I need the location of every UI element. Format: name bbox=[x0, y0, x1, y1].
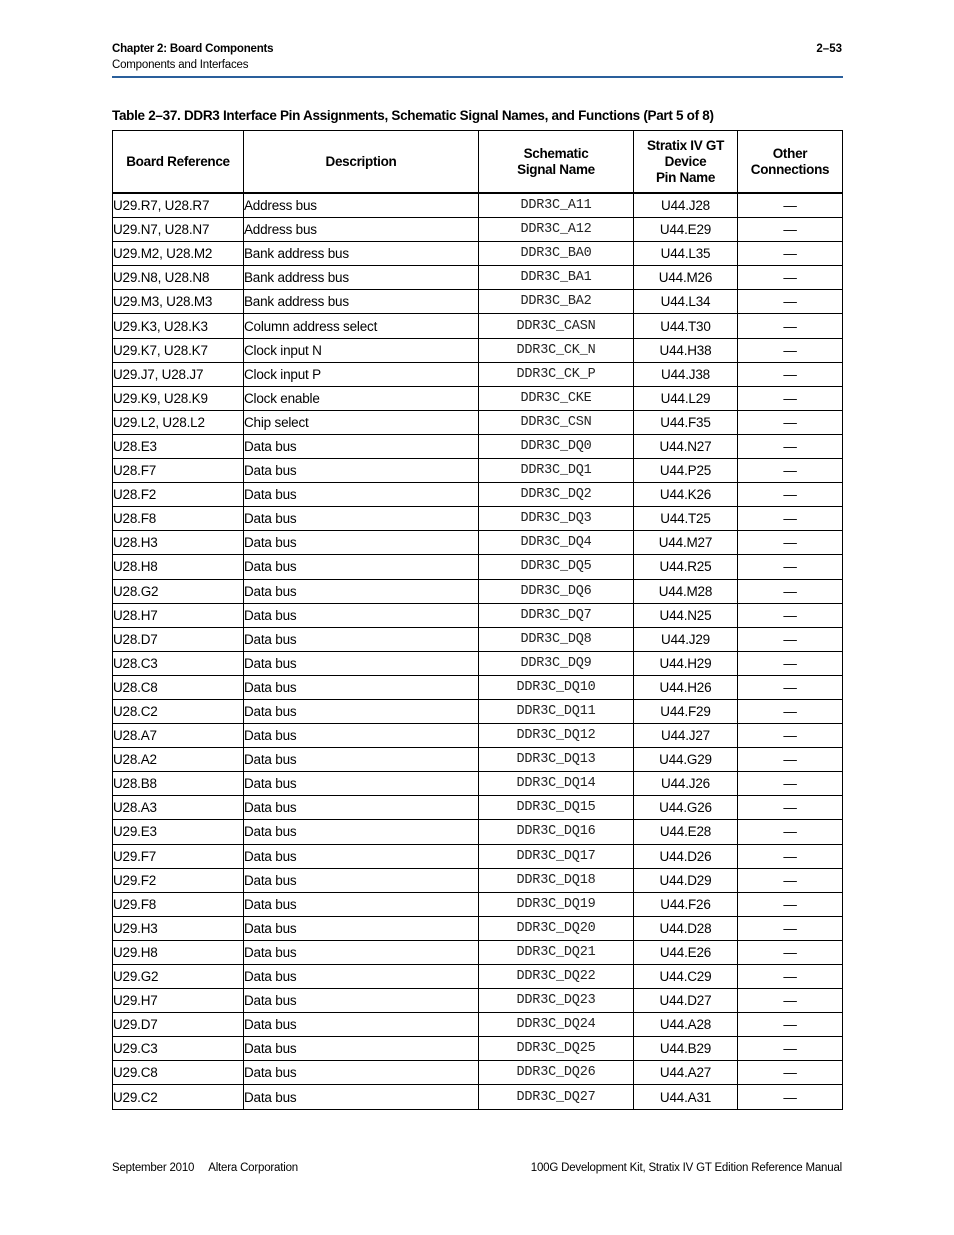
board-reference-cell: U28.A7 bbox=[113, 724, 244, 748]
other-connections-cell: — bbox=[738, 868, 843, 892]
device-pin-cell: U44.J29 bbox=[634, 627, 738, 651]
device-pin-cell: U44.L35 bbox=[634, 242, 738, 266]
board-reference-cell: U28.A2 bbox=[113, 748, 244, 772]
description-cell: Clock input P bbox=[244, 362, 479, 386]
table-row bbox=[113, 699, 843, 723]
other-connections-cell: — bbox=[738, 386, 843, 410]
device-pin-cell: U44.M28 bbox=[634, 579, 738, 603]
other-connections-cell: — bbox=[738, 772, 843, 796]
other-connections-cell: — bbox=[738, 892, 843, 916]
signal-name-cell: DDR3C_CASN bbox=[479, 314, 634, 338]
other-connections-cell: — bbox=[738, 796, 843, 820]
other-connections-cell: — bbox=[738, 555, 843, 579]
signal-name-cell: DDR3C_BA2 bbox=[479, 290, 634, 314]
board-reference-cell: U29.H8 bbox=[113, 940, 244, 964]
device-pin-cell: U44.H38 bbox=[634, 338, 738, 362]
board-reference-cell: U29.G2 bbox=[113, 965, 244, 989]
table-row bbox=[113, 1085, 843, 1109]
device-pin-cell: U44.N27 bbox=[634, 434, 738, 458]
device-pin-cell: U44.F29 bbox=[634, 699, 738, 723]
table-row bbox=[113, 796, 843, 820]
board-reference-cell: U28.F7 bbox=[113, 459, 244, 483]
signal-name-cell: DDR3C_DQ12 bbox=[479, 724, 634, 748]
other-connections-cell: — bbox=[738, 1013, 843, 1037]
other-connections-cell: — bbox=[738, 507, 843, 531]
other-connections-cell: — bbox=[738, 362, 843, 386]
table-row bbox=[113, 916, 843, 940]
signal-name-cell: DDR3C_DQ5 bbox=[479, 555, 634, 579]
device-pin-cell: U44.L34 bbox=[634, 290, 738, 314]
signal-name-cell: DDR3C_DQ25 bbox=[479, 1037, 634, 1061]
signal-name-cell: DDR3C_DQ1 bbox=[479, 459, 634, 483]
other-connections-cell: — bbox=[738, 459, 843, 483]
description-cell: Data bus bbox=[244, 965, 479, 989]
signal-name-cell: DDR3C_DQ4 bbox=[479, 531, 634, 555]
table-row bbox=[113, 459, 843, 483]
table-row bbox=[113, 362, 843, 386]
description-cell: Data bus bbox=[244, 1037, 479, 1061]
other-connections-cell: — bbox=[738, 965, 843, 989]
other-connections-cell: — bbox=[738, 266, 843, 290]
device-pin-cell: U44.T30 bbox=[634, 314, 738, 338]
column-header-line: Board Reference bbox=[126, 153, 230, 169]
description-cell: Data bus bbox=[244, 844, 479, 868]
signal-name-cell: DDR3C_DQ22 bbox=[479, 965, 634, 989]
description-cell: Data bus bbox=[244, 627, 479, 651]
signal-name-cell: DDR3C_DQ26 bbox=[479, 1061, 634, 1085]
other-connections-cell: — bbox=[738, 1085, 843, 1109]
table-row bbox=[113, 555, 843, 579]
column-header-line: Connections bbox=[750, 161, 830, 177]
other-connections-cell: — bbox=[738, 193, 843, 218]
other-connections-cell: — bbox=[738, 916, 843, 940]
table-row bbox=[113, 940, 843, 964]
other-connections-cell: — bbox=[738, 579, 843, 603]
description-cell: Data bus bbox=[244, 868, 479, 892]
table-row bbox=[113, 410, 843, 434]
table-row bbox=[113, 675, 843, 699]
device-pin-cell: U44.M26 bbox=[634, 266, 738, 290]
signal-name-cell: DDR3C_BA0 bbox=[479, 242, 634, 266]
device-pin-cell: U44.F35 bbox=[634, 410, 738, 434]
signal-name-cell: DDR3C_DQ24 bbox=[479, 1013, 634, 1037]
table-row bbox=[113, 218, 843, 242]
board-reference-cell: U28.A3 bbox=[113, 796, 244, 820]
board-reference-cell: U28.H8 bbox=[113, 555, 244, 579]
device-pin-cell: U44.N25 bbox=[634, 603, 738, 627]
other-connections-cell: — bbox=[738, 410, 843, 434]
device-pin-cell: U44.B29 bbox=[634, 1037, 738, 1061]
board-reference-cell: U29.L2, U28.L2 bbox=[113, 410, 244, 434]
signal-name-cell: DDR3C_DQ13 bbox=[479, 748, 634, 772]
device-pin-cell: U44.D29 bbox=[634, 868, 738, 892]
table-row bbox=[113, 507, 843, 531]
table-row bbox=[113, 386, 843, 410]
description-cell: Address bus bbox=[244, 193, 479, 218]
board-reference-cell: U29.C3 bbox=[113, 1037, 244, 1061]
signal-name-cell: DDR3C_DQ19 bbox=[479, 892, 634, 916]
board-reference-cell: U29.C8 bbox=[113, 1061, 244, 1085]
description-cell: Data bus bbox=[244, 579, 479, 603]
board-reference-cell: U28.H3 bbox=[113, 531, 244, 555]
signal-name-cell: DDR3C_DQ2 bbox=[479, 483, 634, 507]
column-header-line: Other bbox=[772, 145, 808, 161]
device-pin-cell: U44.P25 bbox=[634, 459, 738, 483]
signal-name-cell: DDR3C_DQ20 bbox=[479, 916, 634, 940]
table-row bbox=[113, 193, 843, 218]
description-cell: Data bus bbox=[244, 483, 479, 507]
board-reference-cell: U28.G2 bbox=[113, 579, 244, 603]
device-pin-cell: U44.J27 bbox=[634, 724, 738, 748]
board-reference-cell: U29.H7 bbox=[113, 989, 244, 1013]
signal-name-cell: DDR3C_DQ6 bbox=[479, 579, 634, 603]
board-reference-cell: U29.D7 bbox=[113, 1013, 244, 1037]
device-pin-cell: U44.J28 bbox=[634, 193, 738, 218]
other-connections-cell: — bbox=[738, 314, 843, 338]
table-row bbox=[113, 531, 843, 555]
board-reference-cell: U29.M3, U28.M3 bbox=[113, 290, 244, 314]
page-number: 2–53 bbox=[816, 43, 842, 55]
table-row bbox=[113, 724, 843, 748]
column-header-description bbox=[244, 131, 479, 194]
table-row bbox=[113, 579, 843, 603]
column-header-line: Schematic bbox=[523, 145, 589, 161]
board-reference-cell: U28.F8 bbox=[113, 507, 244, 531]
footer-manual-title: 100G Development Kit, Stratix IV GT Edition Reference Manual bbox=[530, 1162, 842, 1174]
description-cell: Data bus bbox=[244, 555, 479, 579]
board-reference-cell: U29.F7 bbox=[113, 844, 244, 868]
other-connections-cell: — bbox=[738, 242, 843, 266]
table-row bbox=[113, 1061, 843, 1085]
description-cell: Data bus bbox=[244, 507, 479, 531]
device-pin-cell: U44.K26 bbox=[634, 483, 738, 507]
table-row bbox=[113, 820, 843, 844]
column-header-line: Description bbox=[325, 153, 397, 169]
footer-date: September 2010 bbox=[112, 1162, 195, 1174]
signal-name-cell: DDR3C_DQ27 bbox=[479, 1085, 634, 1109]
other-connections-cell: — bbox=[738, 218, 843, 242]
description-cell: Data bus bbox=[244, 531, 479, 555]
description-cell: Data bus bbox=[244, 748, 479, 772]
other-connections-cell: — bbox=[738, 1037, 843, 1061]
board-reference-cell: U29.J7, U28.J7 bbox=[113, 362, 244, 386]
signal-name-cell: DDR3C_DQ11 bbox=[479, 699, 634, 723]
description-cell: Data bus bbox=[244, 772, 479, 796]
description-cell: Data bus bbox=[244, 434, 479, 458]
table-row bbox=[113, 892, 843, 916]
device-pin-cell: U44.A27 bbox=[634, 1061, 738, 1085]
signal-name-cell: DDR3C_DQ9 bbox=[479, 651, 634, 675]
signal-name-cell: DDR3C_A11 bbox=[479, 193, 634, 218]
description-cell: Data bus bbox=[244, 940, 479, 964]
device-pin-cell: U44.G29 bbox=[634, 748, 738, 772]
description-cell: Data bus bbox=[244, 651, 479, 675]
description-cell: Bank address bus bbox=[244, 266, 479, 290]
other-connections-cell: — bbox=[738, 290, 843, 314]
description-cell: Data bus bbox=[244, 459, 479, 483]
table-caption: Table 2–37. DDR3 Interface Pin Assignments, Schematic Signal Names, and Functions (Part 5 of 8) bbox=[112, 108, 714, 123]
table-row bbox=[113, 1037, 843, 1061]
header-divider bbox=[112, 76, 843, 78]
description-cell: Data bus bbox=[244, 916, 479, 940]
device-pin-cell: U44.H29 bbox=[634, 651, 738, 675]
signal-name-cell: DDR3C_DQ14 bbox=[479, 772, 634, 796]
table-row bbox=[113, 434, 843, 458]
board-reference-cell: U29.C2 bbox=[113, 1085, 244, 1109]
signal-name-cell: DDR3C_A12 bbox=[479, 218, 634, 242]
table-row bbox=[113, 772, 843, 796]
signal-name-cell: DDR3C_DQ3 bbox=[479, 507, 634, 531]
description-cell: Clock enable bbox=[244, 386, 479, 410]
chapter-heading: Chapter 2: Board Components bbox=[112, 43, 274, 55]
other-connections-cell: — bbox=[738, 531, 843, 555]
device-pin-cell: U44.J38 bbox=[634, 362, 738, 386]
device-pin-cell: U44.H26 bbox=[634, 675, 738, 699]
description-cell: Data bus bbox=[244, 1013, 479, 1037]
device-pin-cell: U44.M27 bbox=[634, 531, 738, 555]
board-reference-cell: U28.C3 bbox=[113, 651, 244, 675]
description-cell: Data bus bbox=[244, 1061, 479, 1085]
column-header-device-pin-name bbox=[634, 131, 738, 194]
device-pin-cell: U44.C29 bbox=[634, 965, 738, 989]
description-cell: Bank address bus bbox=[244, 290, 479, 314]
table-row bbox=[113, 266, 843, 290]
board-reference-cell: U29.M2, U28.M2 bbox=[113, 242, 244, 266]
board-reference-cell: U29.K3, U28.K3 bbox=[113, 314, 244, 338]
pin-assignment-table bbox=[112, 130, 843, 1110]
other-connections-cell: — bbox=[738, 627, 843, 651]
board-reference-cell: U29.F8 bbox=[113, 892, 244, 916]
table-row bbox=[113, 651, 843, 675]
signal-name-cell: DDR3C_CKE bbox=[479, 386, 634, 410]
board-reference-cell: U28.H7 bbox=[113, 603, 244, 627]
signal-name-cell: DDR3C_CK_P bbox=[479, 362, 634, 386]
description-cell: Data bus bbox=[244, 603, 479, 627]
column-header-other-connections bbox=[738, 131, 843, 194]
board-reference-cell: U29.R7, U28.R7 bbox=[113, 193, 244, 218]
board-reference-cell: U29.N8, U28.N8 bbox=[113, 266, 244, 290]
board-reference-cell: U28.C2 bbox=[113, 699, 244, 723]
footer-company: Altera Corporation bbox=[208, 1162, 298, 1174]
device-pin-cell: U44.D28 bbox=[634, 916, 738, 940]
device-pin-cell: U44.D26 bbox=[634, 844, 738, 868]
table-row bbox=[113, 1013, 843, 1037]
table-row bbox=[113, 603, 843, 627]
section-heading: Components and Interfaces bbox=[112, 59, 249, 71]
footer-left bbox=[112, 1162, 298, 1174]
table-row bbox=[113, 483, 843, 507]
signal-name-cell: DDR3C_CK_N bbox=[479, 338, 634, 362]
board-reference-cell: U28.D7 bbox=[113, 627, 244, 651]
device-pin-cell: U44.F26 bbox=[634, 892, 738, 916]
description-cell: Clock input N bbox=[244, 338, 479, 362]
device-pin-cell: U44.E26 bbox=[634, 940, 738, 964]
other-connections-cell: — bbox=[738, 338, 843, 362]
device-pin-cell: U44.R25 bbox=[634, 555, 738, 579]
other-connections-cell: — bbox=[738, 724, 843, 748]
signal-name-cell: DDR3C_DQ16 bbox=[479, 820, 634, 844]
other-connections-cell: — bbox=[738, 844, 843, 868]
column-header-line: Device bbox=[664, 153, 707, 169]
description-cell: Column address select bbox=[244, 314, 479, 338]
table-row bbox=[113, 844, 843, 868]
table-row bbox=[113, 242, 843, 266]
column-header-line: Stratix IV GT bbox=[646, 137, 725, 153]
board-reference-cell: U29.E3 bbox=[113, 820, 244, 844]
description-cell: Data bus bbox=[244, 989, 479, 1013]
description-cell: Data bus bbox=[244, 796, 479, 820]
other-connections-cell: — bbox=[738, 820, 843, 844]
other-connections-cell: — bbox=[738, 699, 843, 723]
table-row bbox=[113, 290, 843, 314]
board-reference-cell: U29.F2 bbox=[113, 868, 244, 892]
device-pin-cell: U44.J26 bbox=[634, 772, 738, 796]
device-pin-cell: U44.G26 bbox=[634, 796, 738, 820]
signal-name-cell: DDR3C_BA1 bbox=[479, 266, 634, 290]
device-pin-cell: U44.A28 bbox=[634, 1013, 738, 1037]
board-reference-cell: U29.K9, U28.K9 bbox=[113, 386, 244, 410]
description-cell: Data bus bbox=[244, 820, 479, 844]
signal-name-cell: DDR3C_DQ17 bbox=[479, 844, 634, 868]
signal-name-cell: DDR3C_DQ0 bbox=[479, 434, 634, 458]
signal-name-cell: DDR3C_DQ18 bbox=[479, 868, 634, 892]
device-pin-cell: U44.T25 bbox=[634, 507, 738, 531]
other-connections-cell: — bbox=[738, 603, 843, 627]
column-header-signal-name bbox=[479, 131, 634, 194]
signal-name-cell: DDR3C_DQ15 bbox=[479, 796, 634, 820]
table-row bbox=[113, 627, 843, 651]
signal-name-cell: DDR3C_DQ21 bbox=[479, 940, 634, 964]
description-cell: Chip select bbox=[244, 410, 479, 434]
table-row bbox=[113, 748, 843, 772]
other-connections-cell: — bbox=[738, 675, 843, 699]
board-reference-cell: U29.K7, U28.K7 bbox=[113, 338, 244, 362]
device-pin-cell: U44.E29 bbox=[634, 218, 738, 242]
board-reference-cell: U28.B8 bbox=[113, 772, 244, 796]
other-connections-cell: — bbox=[738, 748, 843, 772]
signal-name-cell: DDR3C_DQ23 bbox=[479, 989, 634, 1013]
description-cell: Data bus bbox=[244, 1085, 479, 1109]
signal-name-cell: DDR3C_CSN bbox=[479, 410, 634, 434]
signal-name-cell: DDR3C_DQ8 bbox=[479, 627, 634, 651]
signal-name-cell: DDR3C_DQ7 bbox=[479, 603, 634, 627]
description-cell: Address bus bbox=[244, 218, 479, 242]
board-reference-cell: U29.H3 bbox=[113, 916, 244, 940]
device-pin-cell: U44.D27 bbox=[634, 989, 738, 1013]
board-reference-cell: U28.F2 bbox=[113, 483, 244, 507]
other-connections-cell: — bbox=[738, 651, 843, 675]
device-pin-cell: U44.L29 bbox=[634, 386, 738, 410]
signal-name-cell: DDR3C_DQ10 bbox=[479, 675, 634, 699]
description-cell: Data bus bbox=[244, 724, 479, 748]
table-row bbox=[113, 338, 843, 362]
table-row bbox=[113, 965, 843, 989]
table-row bbox=[113, 868, 843, 892]
device-pin-cell: U44.A31 bbox=[634, 1085, 738, 1109]
column-header-line: Pin Name bbox=[655, 169, 716, 185]
description-cell: Data bus bbox=[244, 892, 479, 916]
other-connections-cell: — bbox=[738, 989, 843, 1013]
table-row bbox=[113, 314, 843, 338]
table-body bbox=[113, 193, 843, 1109]
board-reference-cell: U28.E3 bbox=[113, 434, 244, 458]
table-row bbox=[113, 989, 843, 1013]
other-connections-cell: — bbox=[738, 940, 843, 964]
description-cell: Data bus bbox=[244, 699, 479, 723]
board-reference-cell: U29.N7, U28.N7 bbox=[113, 218, 244, 242]
device-pin-cell: U44.E28 bbox=[634, 820, 738, 844]
other-connections-cell: — bbox=[738, 483, 843, 507]
board-reference-cell: U28.C8 bbox=[113, 675, 244, 699]
description-cell: Bank address bus bbox=[244, 242, 479, 266]
description-cell: Data bus bbox=[244, 675, 479, 699]
other-connections-cell: — bbox=[738, 434, 843, 458]
table-header-row bbox=[113, 131, 843, 194]
column-header-line: Signal Name bbox=[517, 161, 595, 177]
other-connections-cell: — bbox=[738, 1061, 843, 1085]
column-header-board-reference bbox=[113, 131, 244, 194]
